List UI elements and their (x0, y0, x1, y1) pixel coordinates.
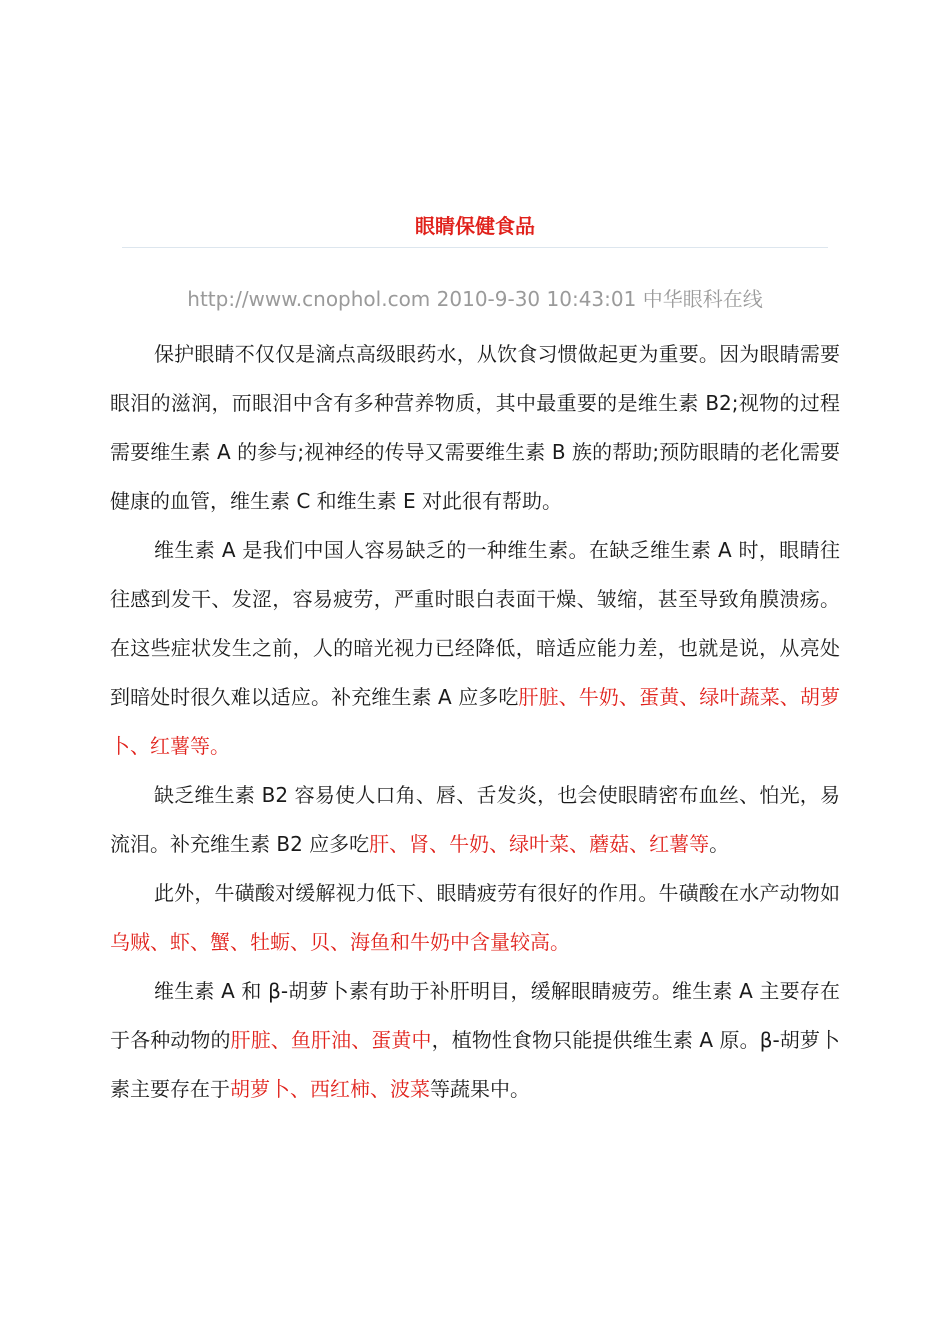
paragraph-text: 缺乏维生素 B2 容易使人口角、唇、舌发炎，也会使眼睛密布血丝、怕光，易流泪。补充维生素 B2 应多吃 (110, 783, 840, 856)
highlighted-food-list: 肝、肾、牛奶、绿叶菜、蘑菇、红薯等 (369, 832, 710, 856)
paragraph-4 (110, 869, 840, 967)
article-title: 眼睛保健食品 (415, 214, 535, 238)
paragraph-text: 保护眼睛不仅仅是滴点高级眼药水，从饮食习惯做起更为重要。因为眼睛需要眼泪的滋润，而眼泪中含有多种营养物质，其中最重要的是维生素 B2;视物的过程需要维生素 A 的参与;视神经的传导又需要维生素 B 族的帮助;预防眼睛的老化需要健康的血管，维生素 C 和维生素 E 对此很有帮助。 (110, 342, 840, 513)
paragraph-1 (110, 330, 840, 526)
article-meta: http://www.cnophol.com 2010-9-30 10:43:01 中华眼科在线 (187, 287, 763, 311)
title-divider (122, 247, 828, 248)
highlighted-food-list: 肝脏、牛奶、蛋黄、绿叶蔬菜、胡萝卜、红薯等。 (110, 685, 840, 758)
paragraph-text: 。 (709, 832, 730, 856)
highlighted-food-list: 胡萝卜、西红柿、波菜 (230, 1077, 430, 1101)
highlighted-food-list: 肝脏、鱼肝油、蛋黄中 (230, 1028, 432, 1052)
paragraph-text: 此外，牛磺酸对缓解视力低下、眼睛疲劳有很好的作用。牛磺酸在水产动物如 (154, 881, 840, 905)
paragraph-2 (110, 526, 840, 771)
paragraph-5 (110, 967, 840, 1114)
paragraph-text: 维生素 A 是我们中国人容易缺乏的一种维生素。在缺乏维生素 A 时，眼睛往往感到发干、发涩，容易疲劳，严重时眼白表面干燥、皱缩，甚至导致角膜溃疡。在这些症状发生之前，人的暗光视力已经降低，暗适应能力差，也就是说，从亮处到暗处时很久难以适应。补充维生素 A 应多吃 (110, 538, 840, 709)
article-body (110, 330, 840, 1114)
paragraph-text: 维生素 A 和 β-胡萝卜素有助于补肝明目，缓解眼睛疲劳。维生素 A 主要存在于各种动物的 (110, 979, 840, 1052)
paragraph-text: 等蔬果中。 (430, 1077, 530, 1101)
paragraph-3 (110, 771, 840, 869)
highlighted-food-list: 乌贼、虾、蟹、牡蛎、贝、海鱼和牛奶中含量较高。 (110, 930, 570, 954)
paragraph-text: ，植物性食物只能提供维生素 A 原。β-胡萝卜素主要存在于 (110, 1028, 841, 1101)
